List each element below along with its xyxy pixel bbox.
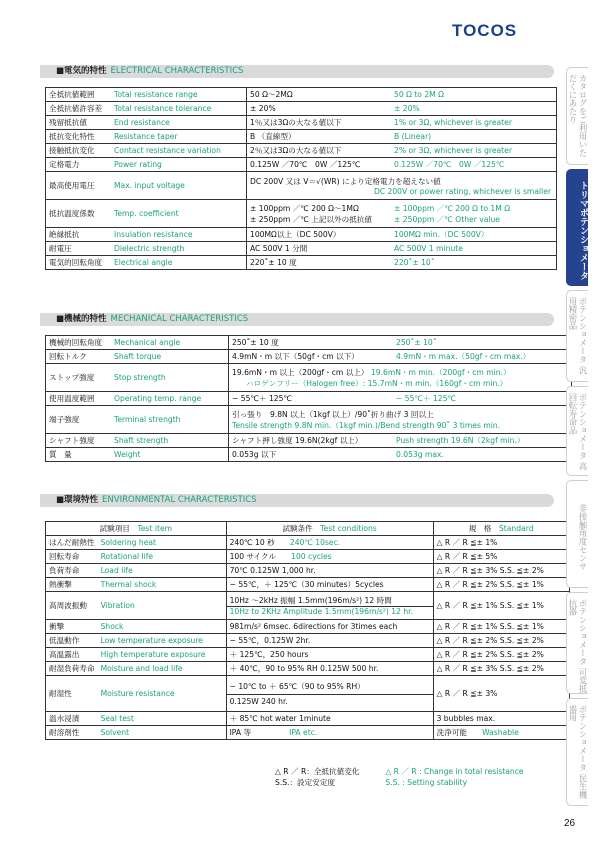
item-en: Max. input voltage — [111, 172, 247, 200]
item-jp: 抵抗変化特性 — [46, 130, 112, 144]
header-test-item: 試験項目 Test item — [46, 522, 227, 536]
item-en: Shaft strength — [111, 434, 229, 448]
standard-cell: △ R ／ R ≦± 1% S.S. ≦± 1% — [433, 592, 569, 620]
section-title-en: ELECTRICAL CHARACTERISTICS — [110, 66, 244, 76]
item-en: Power rating — [111, 158, 247, 172]
item-jp: 回転寿命 — [46, 550, 98, 564]
section-title-jp: ■電気的特性 — [56, 66, 107, 76]
item-jp: ストップ強度 — [46, 364, 112, 392]
value-cell — [229, 364, 572, 392]
table-row — [46, 350, 572, 364]
item-en: Mechanical angle — [111, 336, 229, 350]
item-en: Electrical angle — [111, 256, 247, 270]
item-jp: 電気的回転角度 — [46, 256, 112, 270]
value-en: 19.6mN・m min.（200gf・cm min.） — [370, 367, 511, 377]
value-en: − 55℃＋ 125℃ — [393, 392, 572, 406]
side-tab-long-rotational-life[interactable]: ポテンショメータ 高回転寿命品 — [566, 386, 588, 476]
footnote-jp-2: S.S.：設定安定度 — [275, 778, 336, 787]
standard-cell: 洗浄可能 Washable — [433, 726, 569, 740]
condition-cell: − 10℃ to ＋ 65℃（90 to 95% RH） 0.125W 240 hr. — [226, 676, 433, 712]
value-jp: 2％又は3Ωの大なる値以下 — [247, 144, 392, 158]
item-jp: 絶縁抵抗 — [46, 228, 112, 242]
item-jp: 全抵抗値範囲 — [46, 88, 112, 102]
value-en: 100MΩ min.（DC 500V） — [391, 228, 557, 242]
condition-cell: ＋ 125℃，250 hours — [226, 648, 433, 662]
item-jp: 衝撃 — [46, 620, 98, 634]
item-jp: 機械的回転角度 — [46, 336, 112, 350]
item-jp: 耐電圧 — [46, 242, 112, 256]
standard-cell: △ R ／ R ≦± 3% S.S. ≦± 2% — [433, 564, 569, 578]
standard-cell: △ R ／ R ≦± 5% — [433, 550, 569, 564]
condition-cell: IPA 等 IPA etc. — [226, 726, 433, 740]
standard-cell: 3 bubbles max. — [433, 712, 569, 726]
footnote-en-1: △ R ／ R : Change in total resistance — [385, 767, 524, 776]
item-en: Resistance taper — [111, 130, 247, 144]
value-en: 4.9mN・m max.（50gf・cm max.） — [393, 350, 572, 364]
side-tab-catalog-usage[interactable]: カタログをご利用いただくにあたり — [566, 67, 588, 165]
item-en: Temp. coefficient — [111, 200, 247, 228]
item-jp: 耐湿性 — [46, 676, 98, 712]
item-en: Thermal shock — [98, 578, 227, 592]
value-en: ± 250ppm ／℃ Other value — [394, 214, 500, 224]
value-jp: ± 100ppm ／℃ 200 Ω～1MΩ — [250, 203, 359, 213]
table-row — [46, 336, 572, 350]
electrical-table — [45, 87, 557, 270]
item-en: Total resistance tolerance — [111, 102, 247, 116]
item-en: Insulation resistance — [111, 228, 247, 242]
table-row — [46, 88, 557, 102]
table-row — [46, 550, 570, 564]
value-jp: 100MΩ以上（DC 500V） — [247, 228, 392, 242]
item-en: Low temperature exposure — [98, 634, 227, 648]
condition-cell: 240℃ 10 秒 240℃ 10sec. — [226, 536, 433, 550]
value-en: 250˚± 10˚ — [393, 336, 572, 350]
value-jp: DC 200V 又は V＝√(WR) により定格電力を超えない値 — [250, 176, 441, 186]
side-tab-trimmer-potentiometer[interactable]: トリマポテンショメータ — [566, 169, 588, 286]
table-row — [46, 242, 557, 256]
value-en: 0.053g max. — [393, 448, 572, 462]
environmental-table — [45, 521, 570, 740]
value-cell — [247, 172, 557, 200]
value-en: 2% or 3Ω, whichever is greater — [391, 144, 557, 158]
value-jp: ± 250ppm ／℃ 上記以外の抵抗値 — [250, 214, 373, 224]
value-en: B (Linear) — [391, 130, 557, 144]
footnote-en-2: S.S. : Setting stability — [385, 778, 468, 787]
item-jp: 低温動作 — [46, 634, 98, 648]
item-en: Stop strength — [111, 364, 229, 392]
item-en: Terminal strength — [111, 406, 229, 434]
standard-cell: △ R ／ R ≦± 1% S.S. ≦± 1% — [433, 620, 569, 634]
standard-cell: △ R ／ R ≦± 3% — [433, 676, 569, 712]
table-row — [46, 564, 570, 578]
item-jp: 残留抵抗値 — [46, 116, 112, 130]
table-row — [46, 200, 557, 228]
condition-cell: 981m/s² 6msec. 6directions for 3times each — [226, 620, 433, 634]
mechanical-table — [45, 335, 572, 462]
table-row — [46, 172, 557, 200]
section-title-jp: ■環境特性 — [56, 495, 99, 505]
item-jp: シャフト強度 — [46, 434, 112, 448]
condition-cell: 100 サイクル 100 cycles — [226, 550, 433, 564]
item-en: Shock — [98, 620, 227, 634]
table-row — [46, 130, 557, 144]
condition-cell: − 55℃，＋ 125℃（30 minutes）5cycles — [226, 578, 433, 592]
value-en-cell — [391, 200, 557, 228]
table-row — [46, 536, 570, 550]
item-jp: 高温露出 — [46, 648, 98, 662]
section-header-environmental — [40, 494, 554, 507]
item-en: Operating temp. range — [111, 392, 229, 406]
item-en: High temperature exposure — [98, 648, 227, 662]
item-jp: 全抵抗値許容差 — [46, 102, 112, 116]
value-en: ± 100ppm ／℃ 200 Ω to 1M Ω — [394, 203, 511, 213]
side-tab-noncontact-angle-sensor[interactable]: 非接触角度センサ — [566, 480, 588, 588]
value-jp: 50 Ω～2MΩ — [247, 88, 392, 102]
side-tab-general-precision[interactable]: ポテンショメータ 汎用精密品 — [566, 290, 588, 382]
item-en: Weight — [111, 448, 229, 462]
standard-cell: △ R ／ R ≦± 2% S.S. ≦± 2% — [433, 634, 569, 648]
section-title-en: ENVIRONMENTAL CHARACTERISTICS — [102, 495, 257, 505]
table-header-row — [46, 522, 570, 536]
item-jp: 回転トルク — [46, 350, 112, 364]
item-en: Vibration — [98, 592, 227, 620]
value-jp: 250˚± 10 度 — [229, 336, 394, 350]
table-row — [46, 406, 572, 434]
table-row — [46, 662, 570, 676]
item-en: Load life — [98, 564, 227, 578]
footnote — [275, 766, 524, 788]
item-en: Total resistance range — [111, 88, 247, 102]
standard-cell: △ R ／ R ≦± 2% S.S. ≦± 2% — [433, 648, 569, 662]
table-row — [46, 634, 570, 648]
table-row — [46, 158, 557, 172]
halogen-free-label: ハロゲンフリー（Halogen free）: — [246, 378, 366, 388]
value-jp: 引っ張り 9.8N 以上（1kgf 以上）/90˚折り曲げ 3 回以上 — [232, 409, 434, 419]
standard-cell: △ R ／ R ≦± 3% S.S. ≦± 2% — [433, 662, 569, 676]
table-row — [46, 392, 572, 406]
value-jp: 19.6mN・m 以上（200gf・cm 以上） — [232, 367, 369, 377]
item-jp: 高周波振動 — [46, 592, 98, 620]
value-en: 15.7mN・m min.（160gf・cm min.） — [367, 378, 508, 388]
value-en: AC 500V 1 minute — [391, 242, 557, 256]
value-en: 0.125W ／70℃ 0W ／125℃ — [391, 158, 557, 172]
item-jp: 熱衝撃 — [46, 578, 98, 592]
item-en: Soldering heat — [98, 536, 227, 550]
item-en: Seal test — [98, 712, 227, 726]
table-row — [46, 676, 570, 712]
item-jp: 耐湿負荷寿命 — [46, 662, 98, 676]
value-jp: 1％又は3Ωの大なる値以下 — [247, 116, 392, 130]
value-cell — [229, 406, 572, 434]
value-jp: シャフト押し強度 19.6N(2kgf 以上） — [229, 434, 394, 448]
value-en: ± 20% — [391, 102, 557, 116]
item-en: Solvent — [98, 726, 227, 740]
section-title-jp: ■機械的特性 — [56, 314, 107, 324]
section-header-mechanical — [40, 313, 554, 326]
item-jp: 抵抗温度係数 — [46, 200, 112, 228]
table-row — [46, 726, 570, 740]
condition-cell: − 55℃，0.125W 2hr. — [226, 634, 433, 648]
condition-cell: ＋ 85℃ hot water 1minute — [226, 712, 433, 726]
value-jp: ± 20% — [247, 102, 392, 116]
brand-logo: TOCOS — [452, 21, 518, 40]
value-jp: − 55℃＋ 125℃ — [229, 392, 394, 406]
table-row — [46, 102, 557, 116]
value-en: 50 Ω to 2M Ω — [391, 88, 557, 102]
section-header-electrical — [40, 65, 554, 78]
item-en: Shaft torque — [111, 350, 229, 364]
item-en: End resistance — [111, 116, 247, 130]
table-row — [46, 578, 570, 592]
item-jp: はんだ耐熱性 — [46, 536, 98, 550]
value-jp: 4.9mN・m 以下（50gf・cm 以下） — [229, 350, 394, 364]
item-en: Contact resistance variation — [111, 144, 247, 158]
header-test-conditions: 試験条件 Test conditions — [226, 522, 433, 536]
table-row — [46, 116, 557, 130]
header-standard: 規 格 Standard — [433, 522, 569, 536]
table-row — [46, 144, 557, 158]
table-row — [46, 256, 557, 270]
item-en: Moisture and load life — [98, 662, 227, 676]
item-jp: 耐溶剤性 — [46, 726, 98, 740]
condition-cell: 70℃ 0.125W 1,000 hr. — [226, 564, 433, 578]
value-en: 1% or 3Ω, whichever is greater — [391, 116, 557, 130]
item-jp: 負荷寿命 — [46, 564, 98, 578]
item-jp: 定格電力 — [46, 158, 112, 172]
table-row — [46, 712, 570, 726]
value-en: DC 200V or power rating, whichever is smaller — [373, 186, 551, 196]
table-row — [46, 434, 572, 448]
item-en: Dielectric strength — [111, 242, 247, 256]
condition-cell: ＋ 40℃，90 to 95% RH 0.125W 500 hr. — [226, 662, 433, 676]
table-row — [46, 448, 572, 462]
value-jp: AC 500V 1 分間 — [247, 242, 392, 256]
item-jp: 使用温度範囲 — [46, 392, 112, 406]
standard-cell: △ R ／ R ≦± 1% — [433, 536, 569, 550]
section-title-en: MECHANICAL CHARACTERISTICS — [110, 314, 249, 324]
item-en: Rotational life — [98, 550, 227, 564]
value-en: Tensile strength 9.8N min.（1kgf min.)/Bend strength 90˚ 3 times min. — [232, 420, 501, 430]
item-jp: 端子強度 — [46, 406, 112, 434]
table-row — [46, 620, 570, 634]
value-jp: 0.053g 以下 — [229, 448, 394, 462]
table-row — [46, 228, 557, 242]
value-en: 220˚± 10˚ — [391, 256, 557, 270]
item-en: Moisture resistance — [98, 676, 227, 712]
item-jp: 質 量 — [46, 448, 112, 462]
value-jp-cell — [247, 200, 392, 228]
footnote-jp-1: △ R ／ R：全抵抗値変化 — [275, 767, 360, 776]
side-tab-consumer[interactable]: ポテンショメータ 民生機器用 — [566, 698, 588, 806]
side-tab-variable-resistor[interactable]: ポテンショメータ 可変抵抗器 — [566, 592, 588, 694]
value-en: Push strength 19.6N（2kgf min.） — [393, 434, 572, 448]
table-row — [46, 592, 570, 620]
value-jp: 220˚± 10 度 — [247, 256, 392, 270]
value-jp: B （直線型） — [247, 130, 392, 144]
value-jp: 0.125W ／70℃ 0W ／125℃ — [247, 158, 392, 172]
table-row — [46, 648, 570, 662]
item-jp: 接触抵抗変化 — [46, 144, 112, 158]
item-jp: 最高使用電圧 — [46, 172, 112, 200]
item-jp: 温水浸漬 — [46, 712, 98, 726]
table-row — [46, 364, 572, 392]
condition-cell: 10Hz ～2kHz 振幅 1.5mm(196m/s²) 12 時間 10Hz to 2KHz Amplitude 1.5mm(196m/s²) 12 hr. — [226, 592, 433, 620]
page-number: 26 — [564, 818, 576, 829]
standard-cell: △ R ／ R ≦± 2% S.S. ≦± 1% — [433, 578, 569, 592]
